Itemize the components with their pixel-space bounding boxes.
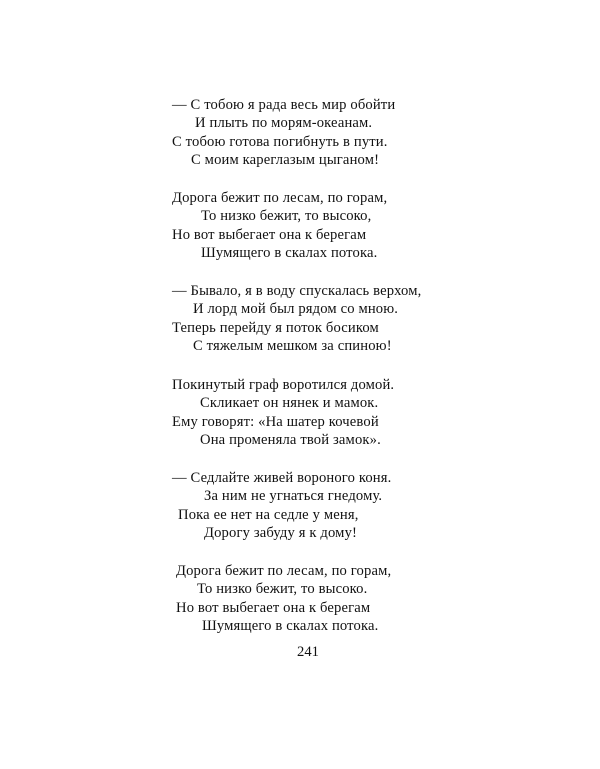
stanza-line: Шумящего в скалах потока. bbox=[201, 245, 378, 262]
stanza-line: С тяжелым мешком за спиною! bbox=[193, 338, 392, 355]
stanza-line: То низко бежит, то высоко, bbox=[201, 208, 372, 225]
stanza-line: Пока ее нет на седле у меня, bbox=[178, 506, 359, 523]
stanza-line: Шумящего в скалах потока. bbox=[202, 618, 379, 635]
stanza-line: — Бывало, я в воду спускалась верхом, bbox=[172, 283, 422, 299]
stanza-line: Но вот выбегает она к берегам bbox=[172, 226, 367, 243]
page-number: 241 bbox=[297, 644, 319, 660]
stanza-line: За ним не угнаться гнедому. bbox=[204, 488, 383, 505]
stanza-line: С тобою готова погибнуть в пути. bbox=[172, 133, 388, 150]
stanza-1 bbox=[172, 96, 452, 170]
stanza-line: Дорога бежит по лесам, по горам, bbox=[176, 563, 392, 579]
stanza-line: Скликает он нянек и мамок. bbox=[200, 395, 379, 412]
stanza-line: С моим кареглазым цыганом! bbox=[191, 152, 380, 169]
stanza-line: Она променяла твой замок». bbox=[200, 432, 381, 449]
stanza-line: — Седлайте живей вороного коня. bbox=[172, 470, 392, 486]
stanza-3 bbox=[172, 282, 452, 356]
stanza-line: Ему говорят: «На шатер кочевой bbox=[172, 413, 379, 430]
stanza-line: — С тобою я рада весь мир обойти bbox=[172, 97, 396, 113]
stanza-line: То низко бежит, то высоко. bbox=[197, 581, 368, 598]
stanza-line: Но вот выбегает она к берегам bbox=[176, 599, 371, 616]
stanza-4 bbox=[172, 376, 452, 450]
stanza-5 bbox=[172, 469, 452, 543]
stanza-6 bbox=[172, 562, 452, 636]
stanza-line: Теперь перейду я поток босиком bbox=[172, 319, 379, 336]
stanza-line: Дорога бежит по лесам, по горам, bbox=[172, 190, 388, 206]
stanza-2 bbox=[172, 189, 452, 263]
stanza-line: Дорогу забуду я к дому! bbox=[204, 525, 358, 542]
stanza-line: Покинутый граф воротился домой. bbox=[172, 377, 395, 393]
stanza-line: И плыть по морям-океанам. bbox=[195, 115, 373, 132]
stanza-line: И лорд мой был рядом со мною. bbox=[193, 301, 399, 318]
